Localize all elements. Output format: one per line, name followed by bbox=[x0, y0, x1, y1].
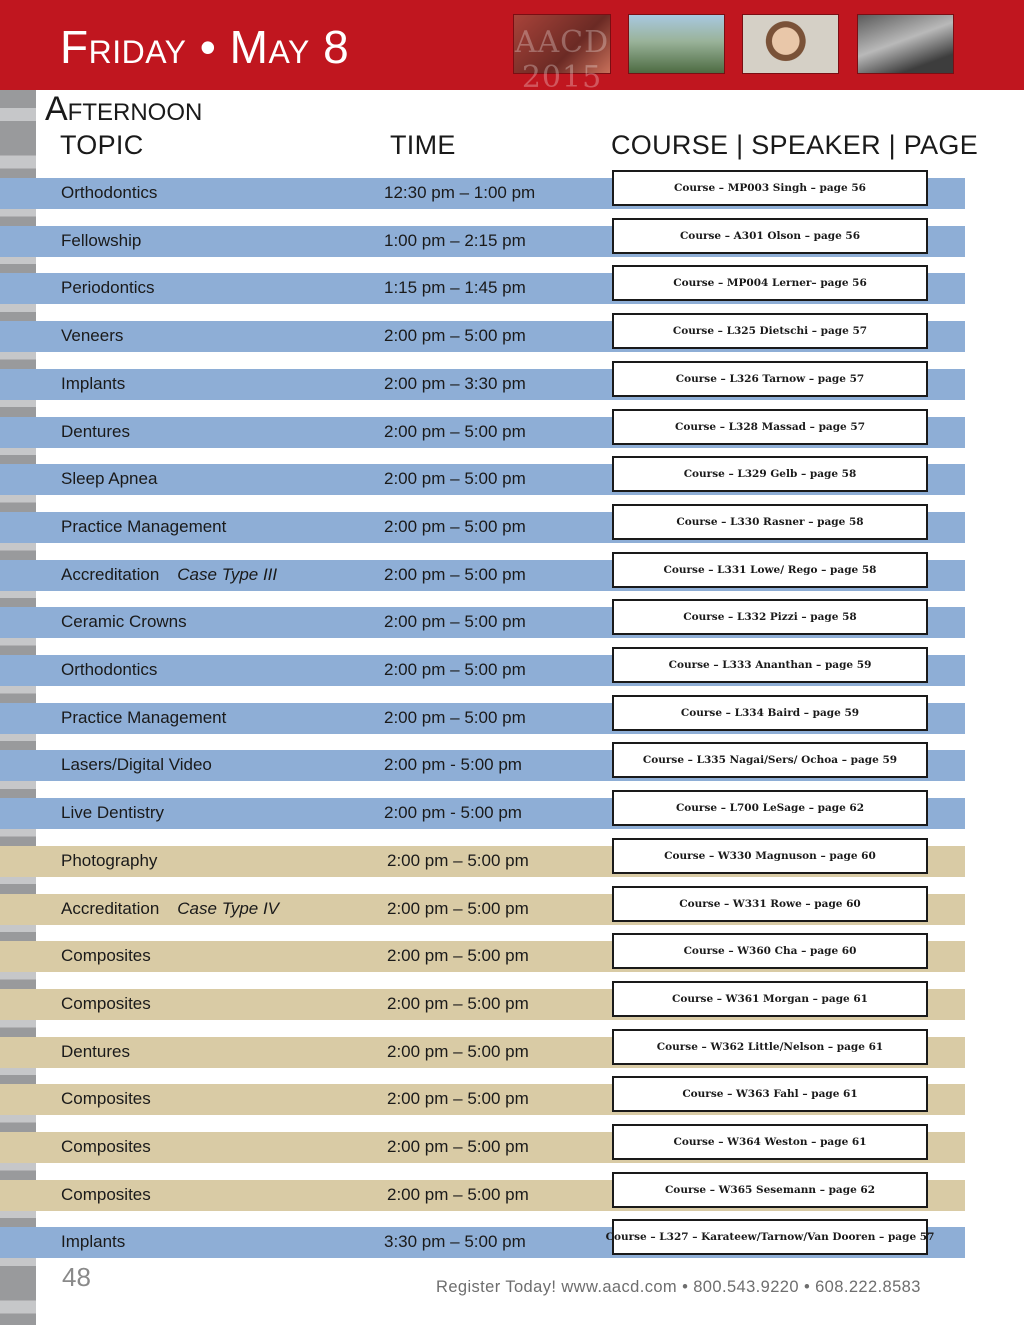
row-course-box: Course – L325 Dietschi – page 57 bbox=[612, 313, 928, 349]
row-topic bbox=[61, 994, 151, 1014]
page-header bbox=[0, 0, 1024, 95]
row-time: 2:00 pm – 3:30 pm bbox=[384, 374, 526, 393]
table-row bbox=[36, 321, 965, 352]
row-margin-extension bbox=[0, 989, 36, 1020]
row-time: 2:00 pm – 5:00 pm bbox=[387, 946, 529, 965]
row-topic bbox=[61, 183, 157, 203]
row-topic bbox=[61, 946, 151, 966]
row-topic-label: Periodontics bbox=[61, 278, 155, 297]
row-topic-label: Lasers/Digital Video bbox=[61, 755, 212, 774]
row-margin-extension bbox=[0, 417, 36, 448]
table-row bbox=[36, 226, 965, 257]
row-course-box: Course – W361 Morgan – page 61 bbox=[612, 981, 928, 1017]
row-topic-label: Implants bbox=[61, 374, 126, 393]
row-time: 1:00 pm – 2:15 pm bbox=[384, 231, 526, 250]
row-time: 12:30 pm – 1:00 pm bbox=[384, 183, 536, 202]
row-topic-label: Ceramic Crowns bbox=[61, 612, 187, 631]
table-row bbox=[36, 846, 965, 877]
row-topic bbox=[61, 708, 226, 728]
table-row bbox=[36, 703, 965, 734]
row-topic bbox=[61, 1137, 151, 1157]
course-column-header: COURSE | SPEAKER | PAGE bbox=[611, 130, 979, 160]
row-course-box: Course – L326 Tarnow – page 57 bbox=[612, 361, 928, 397]
row-topic-label: Live Dentistry bbox=[61, 803, 164, 822]
table-row bbox=[36, 512, 965, 543]
row-course-box: Course – A301 Olson – page 56 bbox=[612, 218, 928, 254]
row-time: 2:00 pm – 5:00 pm bbox=[387, 994, 529, 1013]
row-margin-extension bbox=[0, 369, 36, 400]
row-topic bbox=[61, 278, 155, 298]
row-course-box: Course – L328 Massad – page 57 bbox=[612, 409, 928, 445]
row-margin-extension bbox=[0, 846, 36, 877]
row-time: 2:00 pm – 5:00 pm bbox=[387, 1042, 529, 1061]
row-topic-label: Photography bbox=[61, 851, 158, 870]
dental-tools-photo bbox=[857, 14, 954, 74]
row-time: 2:00 pm – 5:00 pm bbox=[384, 612, 526, 631]
table-row bbox=[36, 798, 965, 829]
topic-column-header: TOPIC bbox=[60, 130, 144, 160]
row-topic-label: Composites bbox=[61, 1185, 151, 1204]
row-topic bbox=[61, 612, 187, 632]
row-course-box: Course – MP004 Lerner– page 56 bbox=[612, 265, 928, 301]
row-topic bbox=[61, 803, 164, 823]
row-course-box: Course – W330 Magnuson – page 60 bbox=[612, 838, 928, 874]
row-course-box: Course – L333 Ananthan – page 59 bbox=[612, 647, 928, 683]
row-case-type: Case Type IV bbox=[177, 899, 280, 918]
row-margin-extension bbox=[0, 941, 36, 972]
row-case-type: Case Type III bbox=[177, 565, 278, 584]
row-topic bbox=[61, 565, 277, 585]
row-margin-extension bbox=[0, 512, 36, 543]
row-time: 1:15 pm – 1:45 pm bbox=[384, 278, 526, 297]
row-topic bbox=[61, 851, 157, 871]
table-row bbox=[36, 1180, 965, 1211]
row-margin-extension bbox=[0, 273, 36, 304]
table-row bbox=[36, 1037, 965, 1068]
row-time: 2:00 pm – 5:00 pm bbox=[387, 851, 529, 870]
row-margin-extension bbox=[0, 560, 36, 591]
row-margin-extension bbox=[0, 1227, 36, 1258]
row-topic-label: Composites bbox=[61, 1137, 151, 1156]
row-course-box: Course – W360 Cha – page 60 bbox=[612, 933, 928, 969]
row-time: 2:00 pm – 5:00 pm bbox=[384, 517, 526, 536]
row-time: 2:00 pm – 5:00 pm bbox=[384, 660, 526, 679]
table-row bbox=[36, 178, 965, 209]
table-row bbox=[36, 369, 965, 400]
row-topic-label: Veneers bbox=[61, 326, 124, 345]
row-margin-extension bbox=[0, 178, 36, 209]
row-time: 3:30 pm – 5:00 pm bbox=[384, 1232, 526, 1251]
row-course-box: Course – L700 LeSage – page 62 bbox=[612, 790, 928, 826]
row-topic-label: Composites bbox=[61, 946, 151, 965]
row-margin-extension bbox=[0, 321, 36, 352]
row-topic bbox=[61, 660, 157, 680]
row-topic bbox=[61, 469, 157, 489]
row-topic-label: Sleep Apnea bbox=[61, 469, 158, 488]
row-time: 2:00 pm – 5:00 pm bbox=[387, 1137, 529, 1156]
row-course-box: Course – L327 – Karateew/Tarnow/Van Dooren – page 57 bbox=[612, 1219, 928, 1255]
row-margin-extension bbox=[0, 798, 36, 829]
row-time: 2:00 pm – 5:00 pm bbox=[387, 899, 529, 918]
row-time: 2:00 pm – 5:00 pm bbox=[387, 1089, 529, 1108]
table-row bbox=[36, 1132, 965, 1163]
row-topic-label: Fellowship bbox=[61, 231, 142, 250]
row-topic-label: Dentures bbox=[61, 422, 130, 441]
row-topic bbox=[61, 1185, 151, 1205]
table-row bbox=[36, 560, 965, 591]
row-time: 2:00 pm – 5:00 pm bbox=[387, 1185, 529, 1204]
row-topic bbox=[61, 755, 212, 775]
row-course-box: Course – L331 Lowe/ Rego – page 58 bbox=[612, 552, 928, 588]
table-row bbox=[36, 989, 965, 1020]
row-topic-label: Orthodontics bbox=[61, 660, 158, 679]
row-time: 2:00 pm – 5:00 pm bbox=[384, 565, 526, 584]
row-margin-extension bbox=[0, 655, 36, 686]
table-row bbox=[36, 273, 965, 304]
footer-register-text: Register Today! www.aacd.com • 800.543.9220 • 608.222.8583 bbox=[436, 1278, 921, 1296]
row-time: 2:00 pm – 5:00 pm bbox=[384, 469, 526, 488]
row-course-box: Course – W362 Little/Nelson – page 61 bbox=[612, 1029, 928, 1065]
row-topic-label: Dentures bbox=[61, 1042, 130, 1061]
row-course-box: Course – W363 Fahl – page 61 bbox=[612, 1076, 928, 1112]
table-row bbox=[36, 417, 965, 448]
row-topic-label: Practice Management bbox=[61, 517, 227, 536]
row-time: 2:00 pm – 5:00 pm bbox=[384, 326, 526, 345]
row-course-box: Course – L332 Pizzi – page 58 bbox=[612, 599, 928, 635]
table-row bbox=[36, 750, 965, 781]
row-topic-label: Composites bbox=[61, 1089, 151, 1108]
row-topic bbox=[61, 1232, 125, 1252]
row-topic bbox=[61, 326, 123, 346]
table-row bbox=[36, 894, 965, 925]
row-topic-label: Practice Management bbox=[61, 708, 227, 727]
page-title: Friday • May 8 bbox=[60, 21, 350, 73]
row-topic bbox=[61, 1042, 130, 1062]
row-margin-extension bbox=[0, 1132, 36, 1163]
row-margin-extension bbox=[0, 464, 36, 495]
row-course-box: Course – W365 Sesemann – page 62 bbox=[612, 1172, 928, 1208]
row-topic-label: Orthodontics bbox=[61, 183, 158, 202]
row-topic bbox=[61, 374, 125, 394]
row-topic-label: Accreditation bbox=[61, 565, 160, 584]
row-margin-extension bbox=[0, 607, 36, 638]
table-row bbox=[36, 655, 965, 686]
table-row bbox=[36, 464, 965, 495]
time-column-header: TIME bbox=[390, 130, 456, 160]
row-topic bbox=[61, 1089, 151, 1109]
row-topic-label: Composites bbox=[61, 994, 151, 1013]
row-course-box: Course – L330 Rasner – page 58 bbox=[612, 504, 928, 540]
table-row bbox=[36, 607, 965, 638]
row-time: 2:00 pm - 5:00 pm bbox=[384, 803, 522, 822]
section-title: Afternoon bbox=[45, 90, 203, 128]
person-photo bbox=[742, 14, 839, 74]
row-course-box: Course – L335 Nagai/Sers/ Ochoa – page 59 bbox=[612, 742, 928, 778]
row-margin-extension bbox=[0, 894, 36, 925]
row-margin-extension bbox=[0, 750, 36, 781]
row-margin-extension bbox=[0, 703, 36, 734]
row-course-box: Course – L334 Baird – page 59 bbox=[612, 695, 928, 731]
row-time: 2:00 pm - 5:00 pm bbox=[384, 755, 522, 774]
row-topic bbox=[61, 517, 226, 537]
row-topic-label: Implants bbox=[61, 1232, 126, 1251]
row-course-box: Course – W331 Rowe – page 60 bbox=[612, 886, 928, 922]
city-photo bbox=[628, 14, 725, 74]
aacd-logo-photo bbox=[513, 14, 611, 95]
row-time: 2:00 pm – 5:00 pm bbox=[384, 422, 526, 441]
row-margin-extension bbox=[0, 226, 36, 257]
table-row bbox=[36, 1084, 965, 1115]
aacd-logo-text: AACD 2015 bbox=[514, 25, 610, 95]
row-time: 2:00 pm – 5:00 pm bbox=[384, 708, 526, 727]
row-topic bbox=[61, 899, 279, 919]
row-topic-label: Accreditation bbox=[61, 899, 160, 918]
row-margin-extension bbox=[0, 1180, 36, 1211]
row-margin-extension bbox=[0, 1084, 36, 1115]
table-row bbox=[36, 1227, 965, 1258]
row-course-box: Course – L329 Gelb – page 58 bbox=[612, 456, 928, 492]
page-number: 48 bbox=[62, 1262, 91, 1292]
row-course-box: Course – MP003 Singh – page 56 bbox=[612, 170, 928, 206]
row-margin-extension bbox=[0, 1037, 36, 1068]
row-course-box: Course – W364 Weston – page 61 bbox=[612, 1124, 928, 1160]
table-row bbox=[36, 941, 965, 972]
row-topic bbox=[61, 231, 141, 251]
row-topic bbox=[61, 422, 130, 442]
